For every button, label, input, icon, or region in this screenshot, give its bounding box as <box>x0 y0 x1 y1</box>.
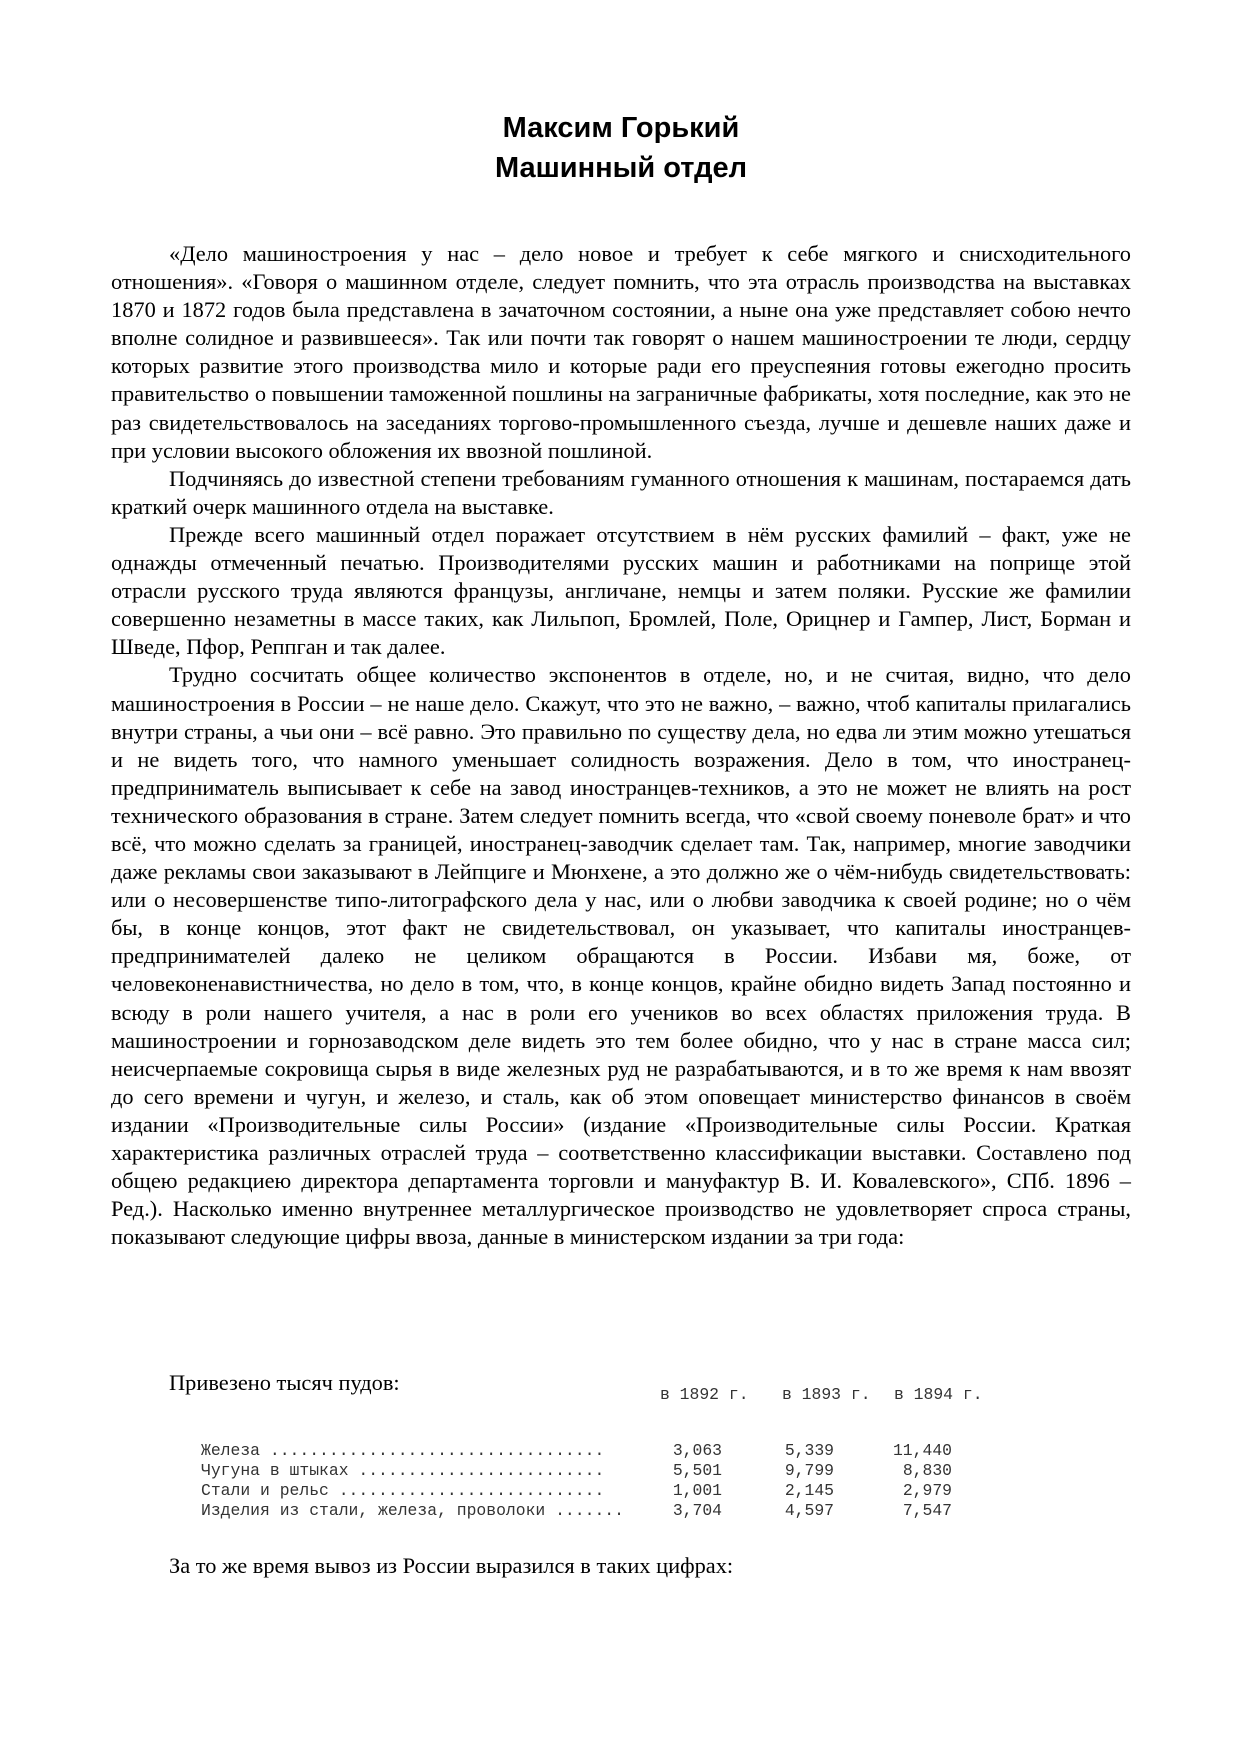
table-row-label: Железа .................................. <box>201 1441 605 1460</box>
table-cell: 3,704 <box>672 1501 722 1520</box>
table-cell: 9,799 <box>784 1461 834 1480</box>
table-cell: 2,979 <box>902 1481 952 1500</box>
paragraph: Подчиняясь до известной степени требованиям гуманного отношения к машинам, постараемся дать краткий очерк машинного отдела на выставке. <box>111 465 1131 519</box>
table-cell: 7,547 <box>902 1501 952 1520</box>
table-cell: 4,597 <box>784 1501 834 1520</box>
paragraph: «Дело машиностроения у нас – дело новое и требует к себе мягкого и снисходительного отношения». «Говоря о машинном отделе, следует помнить, что эта отрасль производства на выставках 1870 и 1872 годов была представлена в зачаточном состоянии, а ныне она уже представляет собою нечто вполне солидное и развившееся». Так или почти так говорят о нашем машиностроении те люди, сердцу которых развитие этого производства мило и которые ради его преуспеяния готовы ежегодно просить правительство о повышении таможенной пошлины на заграничные фабрикаты, хотя последние, как это не раз свидетельствовалось на заседаниях торгово-промышленного съезда, лучше и дешевле наших даже и при условии высокого обложения их ввозной пошлиной. <box>111 241 1131 463</box>
table-cell: 2,145 <box>784 1481 834 1500</box>
closing-line: За то же время вывоз из России выразился в таких цифрах: <box>169 1553 734 1578</box>
table-cell: 3,063 <box>672 1441 722 1460</box>
table-row-label: Стали и рельс ........................... <box>201 1481 605 1500</box>
body-text <box>111 240 1131 1251</box>
author-title: Максим Горький <box>502 112 740 144</box>
table-cell: 5,339 <box>784 1441 834 1460</box>
table-row-label: Изделия из стали, железа, проволоки ....... <box>201 1501 624 1520</box>
table-column-header: в 1894 г. <box>894 1385 983 1404</box>
table-cell: 11,440 <box>892 1441 952 1460</box>
table-cell: 5,501 <box>672 1461 722 1480</box>
table-cell: 8,830 <box>902 1461 952 1480</box>
paragraph: Прежде всего машинный отдел поражает отсутствием в нём русских фамилий – факт, уже не однажды отмеченный печатью. Производителями русских машин и работниками на поприще этой отрасли русского труда являются французы, англичане, немцы и затем поляки. Русские же фамилии совершенно незаметны в массе таких, как Лильпоп, Бромлей, Поле, Орицнер и Гампер, Лист, Борман и Шведе, Пфор, Реппган и так далее. <box>111 521 1131 660</box>
paragraph: Трудно сосчитать общее количество экспонентов в отделе, но, и не считая, видно, что дело машиностроения в России – не наше дело. Скажут, что это не важно, – важно, чтоб капиталы прилагались внутри страны, а чьи они – всё равно. Это правильно по существу дела, но едва ли этим можно утешаться и не видеть того, что намного уменьшает солидность возражения. Дело в том, что иностранец-предприниматель выписывает к себе на завод иностранцев-техников, а это не может не влиять на рост технического образования в стране. Затем следует помнить всегда, что «свой своему поневоле брат» и что всё, что можно сделать за границей, иностранец-заводчик сделает там. Так, например, многие заводчики даже рекламы свои заказывают в Лейпциге и Мюнхене, а это должно же о чём-нибудь свидетельствовать: или о несовершенстве типо-литографского дела у нас, или о любви заводчика к своей родине; но о чём бы, в конце концов, этот факт не свидетельствовал, он указывает, что капиталы иностранцев-предпринимателей далеко не целиком обращаются в России. Избави мя, боже, от человеконенавистничества, но дело в том, что, в конце концов, крайне обидно видеть Запад постоянно и всюду в роли нашего учителя, а нас в роли его учеников во всех областях приложения труда. В машиностроении и горнозаводском деле видеть это тем более обидно, что у нас в стране масса сил; неисчерпаемые сокровища сырья в виде железных руд не разрабатываются, и в то же время к нам ввозят до сего времени и чугун, и железо, и сталь, как об этом оповещает министерство финансов в своём издании «Производительные силы России» (издание «Производительные силы России. Краткая характеристика различных отраслей труда – соответственно классификации выставки. Составлено под общею редакциею директора департамента торговли и мануфактур В. И. Ковалевского», СПб. 1896 – Ред.). Насколько именно внутреннее металлургическое производство не удовлетворяет спроса страны, показывают следующие цифры ввоза, данные в министерском издании за три года: <box>111 662 1131 1250</box>
table-column-header: в 1892 г. <box>660 1385 749 1404</box>
table-row-label: Чугуна в штыках ......................... <box>201 1461 605 1480</box>
table-caption: Привезено тысяч пудов: <box>169 1370 400 1395</box>
table-cell: 1,001 <box>672 1481 722 1500</box>
work-title: Машинный отдел <box>494 152 748 184</box>
table-column-header: в 1893 г. <box>782 1385 871 1404</box>
